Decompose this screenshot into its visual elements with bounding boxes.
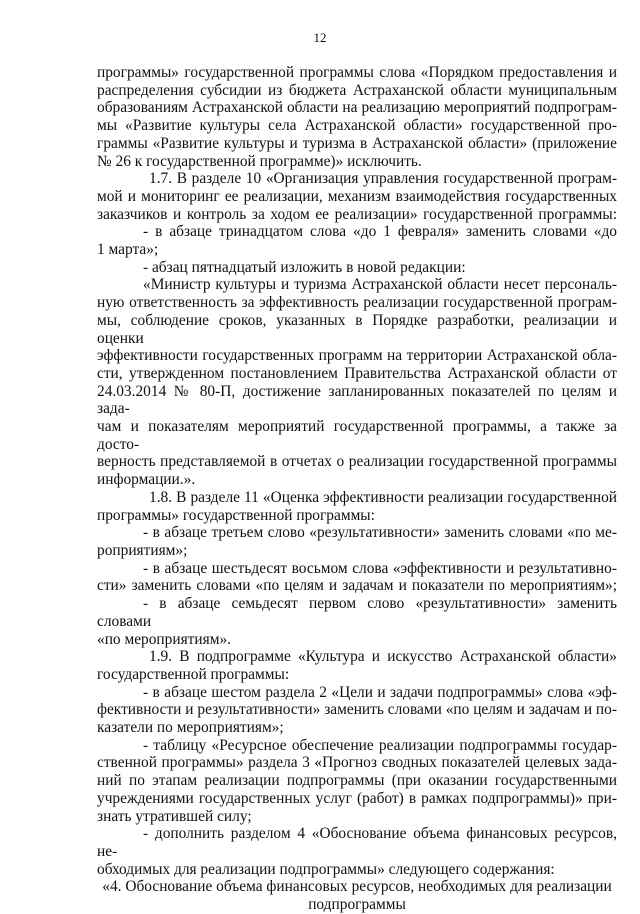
text-line: ственной программы» раздела 3 «Прогноз сводных показателей целевых зада- — [97, 754, 617, 772]
text-line: № 26 к государственной программе)» исключить. — [97, 152, 422, 170]
text-line: роприятиям»; — [97, 541, 188, 559]
text-line: 1.7. В разделе 10 «Организация управления государственной програм- — [149, 170, 617, 188]
text-line: заказчиков и контроль за ходом ее реализации» государственной программы: — [97, 205, 617, 223]
text-line: обходимых для реализации подпрограммы» следующего содержания: — [97, 860, 555, 878]
text-line: подпрограммы — [308, 896, 406, 914]
text-line: «4. Обоснование объема финансовых ресурсов, необходимых для реализации — [102, 878, 612, 896]
text-line: граммы «Развитие культуры и туризма в Астраханской области» (приложение — [97, 134, 617, 152]
text-line: 1.9. В подпрограмме «Культура и искусство Астраханской области» — [149, 648, 617, 666]
text-line: 1 марта»; — [97, 241, 159, 259]
text-line: распределения субсидии из бюджета Астраханской области муниципальным — [97, 81, 617, 99]
text-line: - в абзаце третьем слово «результативности» заменить словами «по ме- — [143, 524, 617, 542]
text-line: сти» заменить словами «по целям и задачам и показатели по мероприятиям»; — [97, 577, 617, 595]
text-line: учреждениями государственных услуг (работ) в рамках подпрограммы)» при- — [97, 789, 617, 807]
text-line: знать утратившей силу; — [97, 807, 252, 825]
text-line: программы» государственной программы слова «Порядком предоставления и — [97, 64, 617, 81]
text-line: мы, соблюдение сроков, указанных в Порядке разработки, реализации и оценки — [97, 311, 617, 347]
text-line: чам и показателям мероприятий государственной программы, а также за досто- — [97, 418, 617, 453]
document-body — [97, 64, 617, 914]
text-line: «по мероприятиям». — [97, 630, 232, 648]
text-line: - в абзаце тринадцатом слова «до 1 февраля» заменить словами «до — [143, 223, 617, 241]
text-line: государственной программы: — [97, 665, 290, 683]
text-line: сти, утвержденном постановлением Правительства Астраханской области от — [97, 364, 617, 382]
text-line: «Министр культуры и туризма Астраханской области несет персональ- — [143, 276, 617, 294]
text-line: 1.8. В разделе 11 «Оценка эффективности реализации государственной — [149, 488, 617, 506]
text-line: мы «Развитие культуры села Астраханской области» государственной про- — [97, 117, 617, 135]
text-line: ную ответственность за эффективность реализации государственной програм- — [97, 294, 617, 312]
text-line: - в абзаце шестьдесят восьмом слова «эффективности и результативно- — [143, 559, 617, 577]
page-number: 12 — [313, 30, 327, 45]
text-line: эффективности государственных программ на территории Астраханской обла- — [97, 347, 617, 365]
text-line: - в абзаце шестом раздела 2 «Цели и задачи подпрограммы» слова «эф- — [143, 683, 617, 701]
text-line: казатели по мероприятиям»; — [97, 719, 284, 737]
text-line: - в абзаце семьдесят первом слово «результативности» заменить словами — [97, 595, 617, 630]
text-line: информации.». — [97, 471, 196, 489]
text-line: фективности и результативности» заменить словами «по целям и задачам и по- — [97, 701, 617, 719]
text-line: образованиям Астраханской области на реализацию мероприятий подпрограм- — [97, 99, 617, 117]
text-line: мой и мониторинг ее реализации, механизм взаимодействия государственных — [97, 187, 617, 205]
text-line: - таблицу «Ресурсное обеспечение реализации подпрограммы государ- — [143, 736, 617, 754]
text-line: программы» государственной программы: — [97, 506, 375, 524]
text-line: - дополнить разделом 4 «Обоснование объема финансовых ресурсов, не- — [97, 825, 617, 860]
text-line: ний по этапам реализации подпрограммы (при оказании государственными — [97, 772, 617, 790]
text-line: 24.03.2014 № 80-П, достижение запланированных показателей по целям и зада- — [97, 382, 617, 418]
text-line: - абзац пятнадцатый изложить в новой редакции: — [143, 258, 466, 276]
text-line: верность представляемой в отчетах о реализации государственной программы — [97, 453, 617, 471]
